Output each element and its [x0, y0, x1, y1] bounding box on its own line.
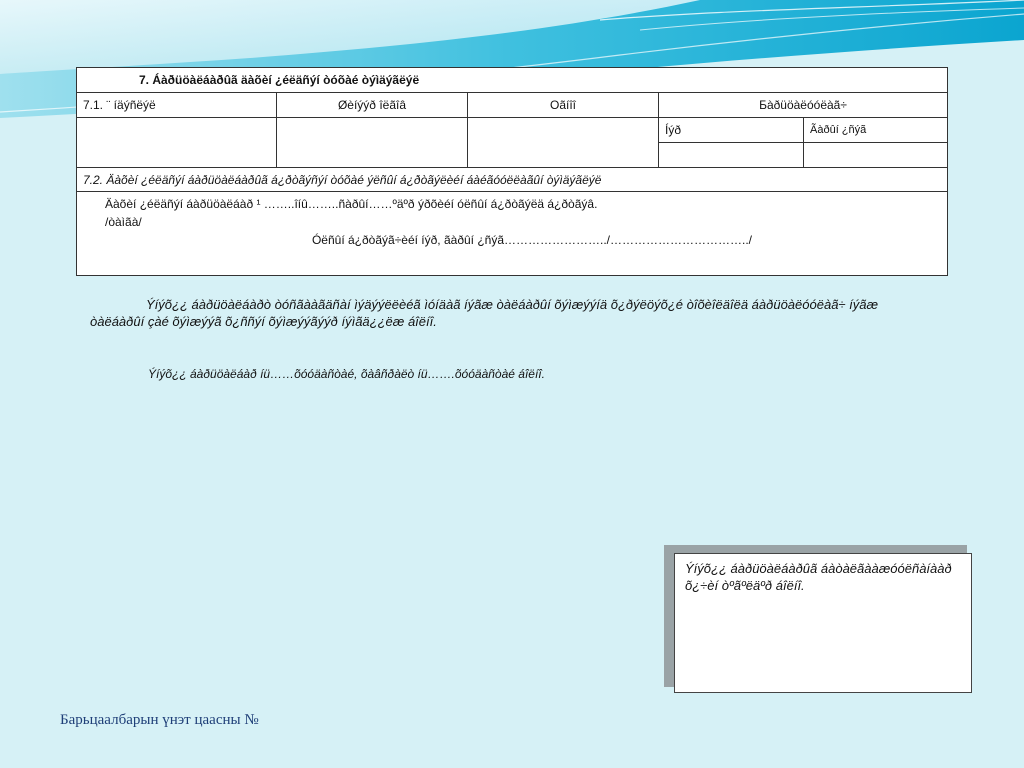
- header-cell-date: Oãíîî: [468, 93, 659, 118]
- empty-cell: [659, 143, 804, 168]
- sub-header-signature: Ãàðûí ¿ñýã: [804, 118, 948, 143]
- empty-cell: [277, 118, 468, 168]
- note-box: Ýíýõ¿¿ áàðüöàëáàðûã áàòàëãààæóóëñàíààð õ¿÷èí òºãºëäºð áîëíî.: [674, 553, 972, 693]
- footer-caption: Барьцаалбарын үнэт цаасны №: [60, 712, 259, 728]
- pages-paragraph: Ýíýõ¿¿ áàðüöàëáàð íü……õóóäàñòàé, õàâñðàëò íü…….õóóäàñòàé áîëíî.: [148, 367, 545, 381]
- empty-cell: [804, 143, 948, 168]
- stamp-label: /òàìãà/: [105, 215, 142, 229]
- form-table: [76, 67, 948, 276]
- registration-line: Äàõèí ¿éëäñýí áàðüöàëáàð ¹ ……..îíû……..ñàðûí……ºäºð ýðõèéí óëñûí á¿ðòãýëä á¿ðòãýâ.: [105, 197, 598, 211]
- empty-cell: [77, 118, 277, 168]
- header-cell-index: 7.1. ¨ íäýñëýë: [77, 93, 277, 118]
- sub-header-name: Íýð: [659, 118, 804, 143]
- header-cell-holder: Бàðüöàëóóëàã÷: [659, 93, 948, 118]
- empty-cell: [468, 118, 659, 168]
- registrar-signature-line: Óëñûí á¿ðòãýã÷èéí íýð, ãàðûí ¿ñýã……………………../……………………………../: [311, 233, 753, 247]
- header-cell-new: Øèíýýð îëãîâ: [277, 93, 468, 118]
- registration-body: [77, 192, 948, 276]
- table-title: 7. Áàðüöàëáàðûã äàõèí ¿éëäñýí òóõàé òýìäýãëýë: [77, 68, 948, 93]
- section-7-2: 7.2. Äàõèí ¿éëäñýí áàðüöàëáàðûã á¿ðòãýñýí òóõàé ýëñûí á¿ðòãýëèéí áàéãóóëëàãûí òýìäýãëýë: [77, 168, 948, 192]
- validity-paragraph: Ýíýõ¿¿ áàðüöàëáàðò òóñãààãäñàí ìýäýýëëèéã ìóíäàã íýãæ òàëáàðûí õýìæýýíä õ¿ðýëöýõ¿é òîõèîëäîëä áàðüöàëóóëàã÷ íýãæ òàëáàðûí çàé õýìæýýã õ¿ññýí õýìæýýãýýð íýìãä¿¿ëæ áîëíî.: [90, 297, 879, 329]
